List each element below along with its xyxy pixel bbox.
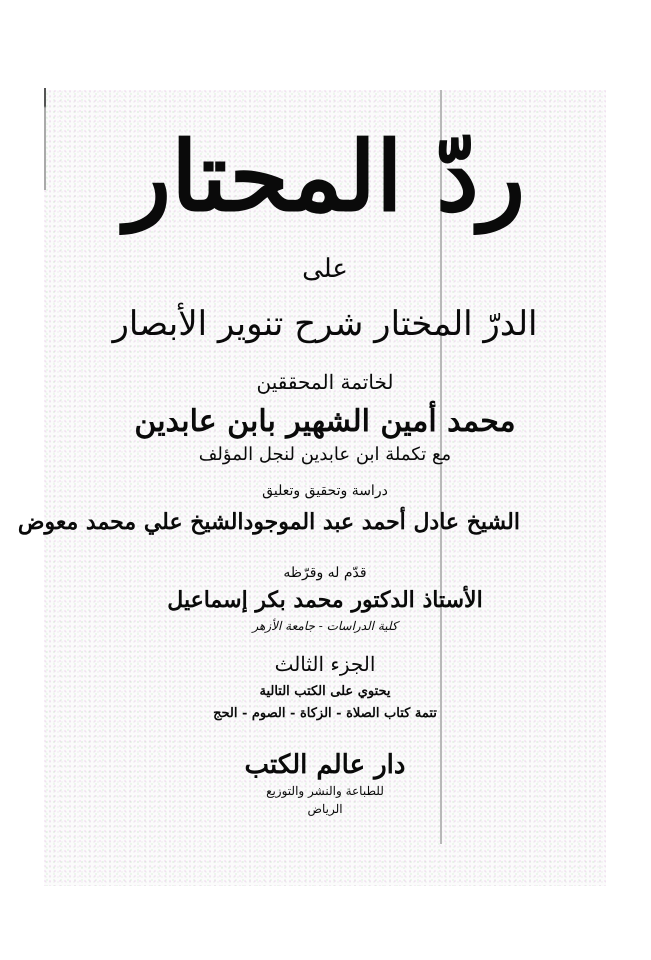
introduction-label: قدّم له وقرّظه <box>283 565 367 581</box>
editors-row <box>17 506 520 538</box>
publisher-name: دار عالم الكتب <box>244 750 406 780</box>
author-name: محمد أمين الشهير بابن عابدين <box>134 404 516 439</box>
book-subtitle: الدرّ المختار شرح تنوير الأبصار <box>112 304 538 344</box>
introducer-affiliation: كلية الدراسات - جامعة الأزهر <box>252 619 398 633</box>
editor-name: الشيخ علي محمد معوض <box>17 509 244 535</box>
author-epithet: لخاتمة المحققين <box>256 370 394 394</box>
contents-label: يحتوي على الكتب التالية <box>259 684 391 699</box>
title-connector: على <box>302 254 348 284</box>
publisher-tagline: للطباعة والنشر والتوزيع <box>266 784 384 798</box>
editing-label: دراسة وتحقيق وتعليق <box>262 483 388 499</box>
completion-note: مع تكملة ابن عابدين لنجل المؤلف <box>198 444 452 465</box>
book-title: ردّ المحتار <box>124 120 526 233</box>
editor-name: الشيخ عادل أحمد عبد الموجود <box>243 509 520 535</box>
publisher-city: الرياض <box>307 802 343 816</box>
introducer-name: الأستاذ الدكتور محمد بكر إسماعيل <box>167 587 483 613</box>
volume-label: الجزء الثالث <box>274 652 376 676</box>
books-included: تتمة كتاب الصلاة - الزكاة - الصوم - الحج <box>213 706 437 721</box>
